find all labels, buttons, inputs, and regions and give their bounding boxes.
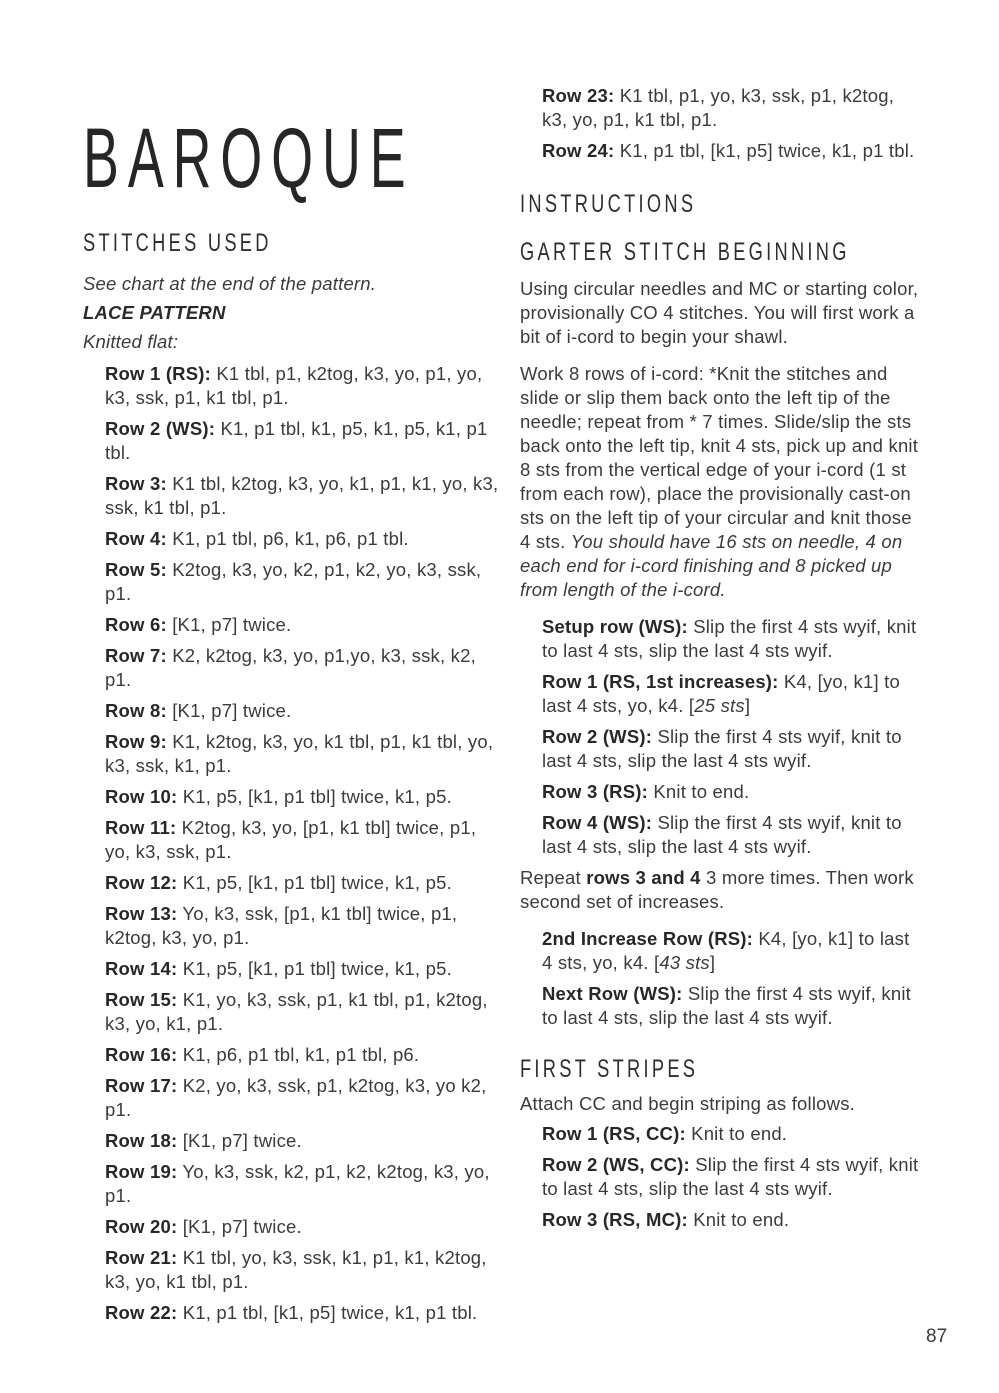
row-label: Row 6: — [105, 614, 167, 635]
text-segment: K1, p5, [k1, p1 tbl] twice, k1, p5. — [182, 958, 452, 979]
row-label: Row 4: — [105, 528, 167, 549]
text-segment: K1 tbl, p1, k2tog, k3, yo, p1, yo, k3, ssk, p1, k1 tbl, p1. — [105, 363, 483, 408]
instructions-heading: INSTRUCTIONS — [520, 190, 697, 218]
row-label: 2nd Increase Row (RS): — [542, 928, 754, 949]
pattern-row — [83, 1074, 500, 1122]
row-label: Row 21: — [105, 1247, 178, 1268]
text-segment: 25 sts — [694, 695, 745, 716]
row-label: Row 24: — [542, 140, 615, 161]
stitches-used-heading: STITCHES USED — [83, 229, 272, 257]
text-segment: K1, p5, [k1, p1 tbl] twice, k1, p5. — [182, 786, 452, 807]
pattern-row — [83, 1160, 500, 1208]
text-segment: Slip the first 4 sts wyif, knit to last 4 sts, slip the last 4 sts wyif. — [542, 983, 911, 1028]
pattern-row — [83, 613, 500, 637]
row-label: Row 5: — [105, 559, 167, 580]
row-label: Row 20: — [105, 1216, 178, 1237]
page-number: 87 — [926, 1326, 948, 1347]
pattern-row — [83, 871, 500, 895]
text-segment: K1 tbl, k2tog, k3, yo, k1, p1, k1, yo, k3, ssk, k1 tbl, p1. — [105, 473, 499, 518]
text-segment: ] — [744, 695, 751, 716]
text-segment: K1, p1 tbl, p6, k1, p6, p1 tbl. — [172, 528, 409, 549]
text-segment: K1, p1 tbl, [k1, p5] twice, k1, p1 tbl. — [182, 1302, 478, 1323]
left-column — [83, 0, 500, 1332]
row-label: Row 2 (WS, CC): — [542, 1154, 690, 1175]
pattern-row — [83, 988, 500, 1036]
text-segment: [K1, p7] twice. — [182, 1216, 302, 1237]
text-segment: 43 sts — [659, 952, 710, 973]
pattern-row — [520, 139, 920, 163]
pattern-row — [83, 902, 500, 950]
text-segment: K1, p5, [k1, p1 tbl] twice, k1, p5. — [182, 872, 452, 893]
pattern-row — [83, 1215, 500, 1239]
pattern-row — [83, 527, 500, 551]
knitted-flat-note: Knitted flat: — [83, 331, 179, 352]
text-segment: Work 8 rows of i-cord: *Knit the stitches and slide or slip them back onto the left tip of the needle; repeat from * 7 times. Slide/slip the sts back onto the left tip, knit 4 sts, pick up and knit 8 sts from the vertical edge of your i-cord (1 st from each row), place the provisionally cast-on sts on the left tip of your circular and knit those 4 sts. — [520, 363, 919, 552]
row-label: Row 16: — [105, 1044, 178, 1065]
see-chart-note: See chart at the end of the pattern. — [83, 273, 377, 294]
text-segment: K4, [yo, k1] to last 4 sts, yo, k4. [ — [542, 671, 900, 716]
text-segment: K2, k2tog, k3, yo, p1,yo, k3, ssk, k2, p1. — [105, 645, 476, 690]
row-label: Row 19: — [105, 1161, 178, 1182]
row-label: Row 2 (WS): — [105, 418, 216, 439]
text-segment: [K1, p7] twice. — [172, 614, 292, 635]
garter-increase-rows — [520, 927, 920, 1030]
row-label: Row 17: — [105, 1075, 178, 1096]
row-label: Row 23: — [542, 85, 615, 106]
row-label: Row 1 (RS): — [105, 363, 212, 384]
text-segment: 3 more times. Then work second set of increases. — [520, 867, 914, 912]
text-segment: K1, p1 tbl, k1, p5, k1, p5, k1, p1 tbl. — [105, 418, 488, 463]
pattern-row — [83, 699, 500, 723]
row-label: Row 15: — [105, 989, 178, 1010]
text-segment: Yo, k3, ssk, [p1, k1 tbl] twice, p1, k2tog, k3, yo, p1. — [105, 903, 458, 948]
lace-pattern-label: LACE PATTERN — [83, 302, 226, 323]
text-segment: Slip the first 4 sts wyif, knit to last 4 sts, slip the last 4 sts wyif. — [542, 1154, 919, 1199]
pattern-row — [520, 1122, 920, 1146]
pattern-row — [83, 558, 500, 606]
two-column-layout — [83, 0, 949, 1332]
pattern-row — [83, 1246, 500, 1294]
text-segment: Repeat — [520, 867, 587, 888]
pattern-row — [83, 362, 500, 410]
text-segment: K1, p1 tbl, [k1, p5] twice, k1, p1 tbl. — [619, 140, 915, 161]
text-segment: K2tog, k3, yo, [p1, k1 tbl] twice, p1, yo, k3, ssk, p1. — [105, 817, 477, 862]
first-stripes-heading: FIRST STRIPES — [520, 1055, 699, 1083]
garter-setup-rows — [520, 615, 920, 859]
repeat-note — [520, 866, 920, 914]
text-segment: [K1, p7] twice. — [182, 1130, 302, 1151]
row-label: Row 1 (RS, CC): — [542, 1123, 686, 1144]
pattern-row — [520, 725, 920, 773]
text-segment: Yo, k3, ssk, k2, p1, k2, k2tog, k3, yo, p1. — [105, 1161, 490, 1206]
lace-pattern-rows — [83, 362, 500, 1325]
text-segment: [K1, p7] twice. — [172, 700, 292, 721]
attach-cc-note: Attach CC and begin striping as follows. — [520, 1093, 856, 1114]
pattern-row — [520, 615, 920, 663]
row-label: Row 7: — [105, 645, 167, 666]
garter-paragraph-2 — [520, 362, 920, 602]
right-column — [520, 0, 920, 1332]
row-label: Setup row (WS): — [542, 616, 688, 637]
lace-pattern-rows-continued — [520, 84, 920, 163]
stripe-rows — [520, 1122, 920, 1232]
pattern-row — [83, 730, 500, 778]
text-segment: rows 3 and 4 — [586, 867, 701, 888]
pattern-row — [83, 644, 500, 692]
row-label: Row 1 (RS, 1st increases): — [542, 671, 779, 692]
row-label: Row 13: — [105, 903, 178, 924]
text-segment: K1, k2tog, k3, yo, k1 tbl, p1, k1 tbl, yo, k3, ssk, k1, p1. — [105, 731, 494, 776]
row-label: Row 8: — [105, 700, 167, 721]
text-segment: K4, [yo, k1] to last 4 sts, yo, k4. [ — [542, 928, 910, 973]
pattern-row — [520, 927, 920, 975]
row-label: Row 3: — [105, 473, 167, 494]
row-label: Row 18: — [105, 1130, 178, 1151]
row-label: Next Row (WS): — [542, 983, 683, 1004]
row-label: Row 3 (RS, MC): — [542, 1209, 688, 1230]
text-segment: Slip the first 4 sts wyif, knit to last 4 sts, slip the last 4 sts wyif. — [542, 726, 902, 771]
page-title: BAROQUE — [83, 111, 415, 205]
text-segment: Slip the first 4 sts wyif, knit to last 4 sts, slip the last 4 sts wyif. — [542, 812, 902, 857]
text-segment: K1 tbl, p1, yo, k3, ssk, p1, k2tog, k3, yo, p1, k1 tbl, p1. — [542, 85, 895, 130]
pattern-row — [520, 84, 920, 132]
text-segment: Knit to end. — [691, 1123, 788, 1144]
pattern-row — [83, 957, 500, 981]
row-label: Row 10: — [105, 786, 178, 807]
text-segment: ] — [709, 952, 716, 973]
pattern-row — [520, 670, 920, 718]
text-segment: K1, p6, p1 tbl, k1, p1 tbl, p6. — [182, 1044, 420, 1065]
pattern-row — [520, 982, 920, 1030]
pattern-row — [520, 1153, 920, 1201]
text-segment: Slip the first 4 sts wyif, knit to last 4 sts, slip the last 4 sts wyif. — [542, 616, 917, 661]
pattern-row — [83, 1301, 500, 1325]
pattern-row — [83, 1043, 500, 1067]
row-label: Row 2 (WS): — [542, 726, 653, 747]
text-segment: K2, yo, k3, ssk, p1, k2tog, k3, yo k2, p1. — [105, 1075, 487, 1120]
text-segment: You should have 16 sts on needle, 4 on each end for i-cord finishing and 8 picked up from length of the i-cord. — [520, 531, 903, 600]
text-segment: K2tog, k3, yo, k2, p1, k2, yo, k3, ssk, p1. — [105, 559, 482, 604]
text-segment: K1 tbl, yo, k3, ssk, k1, p1, k1, k2tog, k3, yo, k1 tbl, p1. — [105, 1247, 487, 1292]
garter-paragraph-1: Using circular needles and MC or starting color, provisionally CO 4 stitches. You will first work a bit of i-cord to begin your shawl. — [520, 278, 919, 347]
text-segment: Knit to end. — [693, 1209, 790, 1230]
pattern-row — [83, 472, 500, 520]
garter-stitch-beginning-heading: GARTER STITCH BEGINNING — [520, 238, 850, 266]
text-segment: K1, yo, k3, ssk, p1, k1 tbl, p1, k2tog, k3, yo, k1, p1. — [105, 989, 488, 1034]
row-label: Row 11: — [105, 817, 177, 838]
row-label: Row 3 (RS): — [542, 781, 649, 802]
pattern-row — [83, 417, 500, 465]
row-label: Row 4 (WS): — [542, 812, 653, 833]
row-label: Row 9: — [105, 731, 167, 752]
pattern-row — [83, 785, 500, 809]
text-segment: Knit to end. — [653, 781, 750, 802]
row-label: Row 12: — [105, 872, 178, 893]
pattern-row — [83, 816, 500, 864]
pattern-row — [520, 811, 920, 859]
pattern-row — [520, 780, 920, 804]
pattern-row — [520, 1208, 920, 1232]
pattern-row — [83, 1129, 500, 1153]
row-label: Row 14: — [105, 958, 178, 979]
row-label: Row 22: — [105, 1302, 178, 1323]
